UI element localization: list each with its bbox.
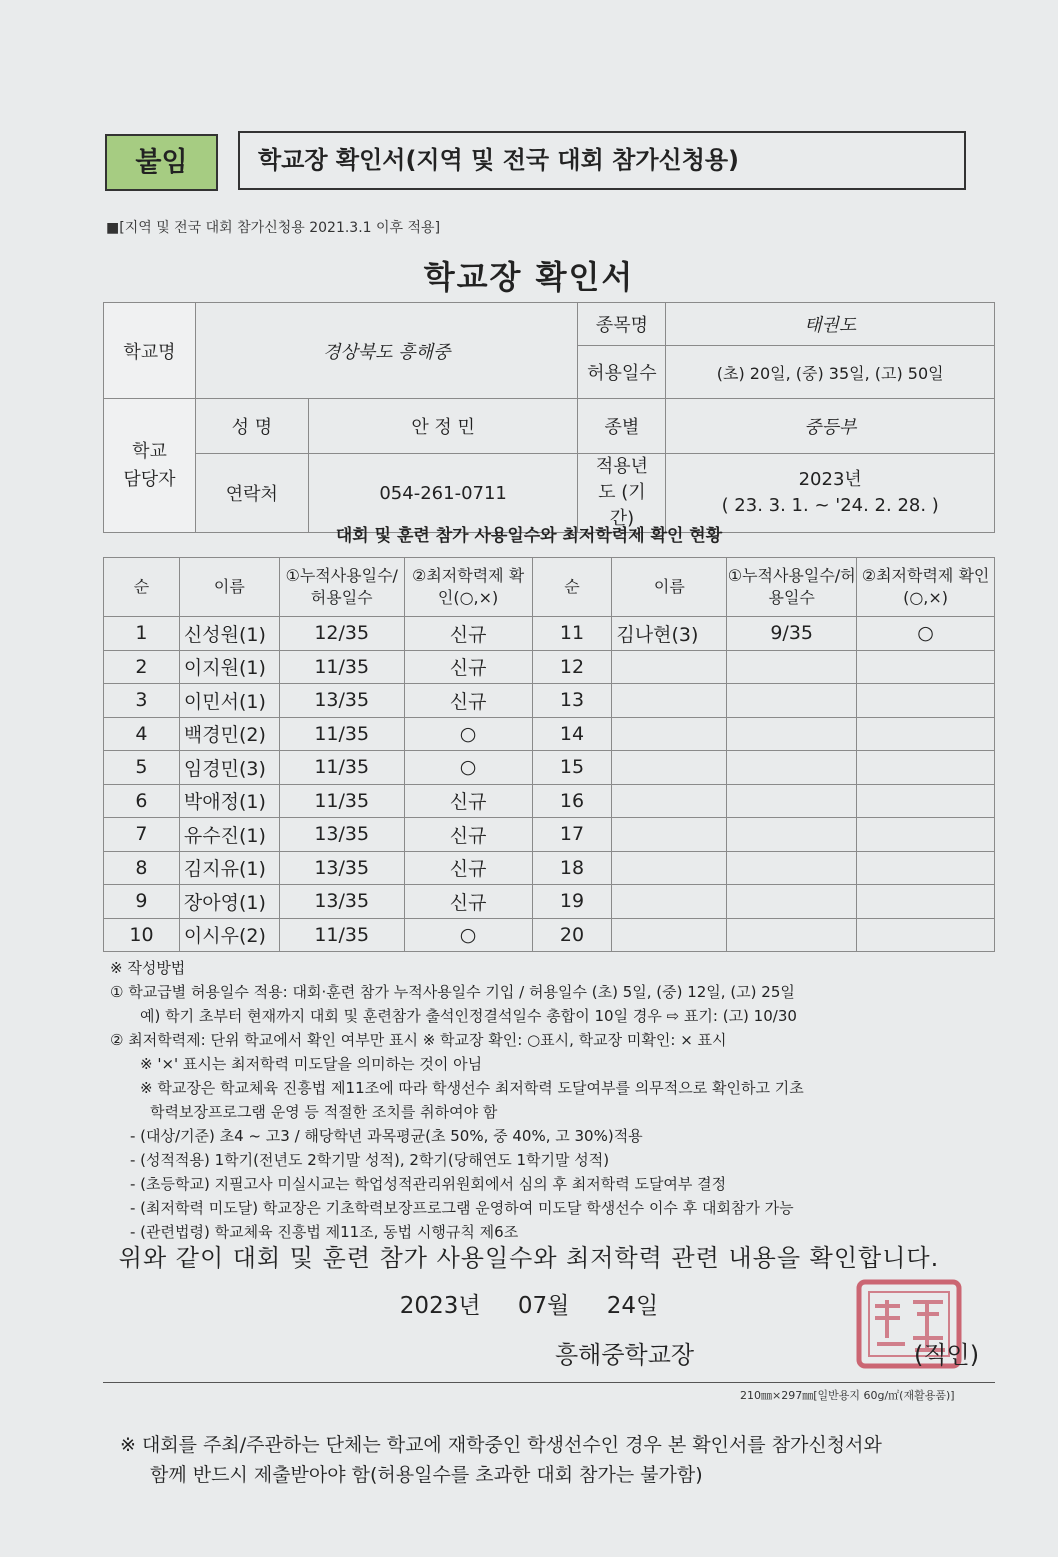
school-value: 경상북도 흥해중	[195, 303, 578, 399]
name-value: 안 정 민	[308, 399, 578, 454]
contact-value: 054-261-0711	[308, 454, 578, 533]
staff-label: 학교 담당자	[104, 399, 196, 533]
student-name: 이시우(2)	[179, 918, 279, 952]
student-days	[727, 818, 857, 852]
row-no: 18	[532, 851, 612, 885]
header-no: 순	[532, 558, 612, 617]
student-days: 11/35	[279, 717, 404, 751]
form-title-box: 학교장 확인서(지역 및 전국 대회 참가신청용)	[238, 131, 966, 190]
row-no: 19	[532, 885, 612, 919]
row-no: 8	[104, 851, 180, 885]
student-days: 13/35	[279, 818, 404, 852]
student-check	[857, 717, 995, 751]
footnote-line: ※ 대회를 주최/주관하는 단체는 학교에 재학중인 학생선수인 경우 본 확인서를 참가신청서와	[120, 1434, 882, 1456]
header-check: ②최저학력제 확인(○,×)	[857, 558, 995, 617]
school-label: 학교명	[104, 303, 196, 399]
student-days: 13/35	[279, 684, 404, 718]
student-name	[612, 885, 727, 919]
note-item: ① 학교급별 허용일수 적용: 대회·훈련 참가 누적사용일수 기입 / 허용일수 (초) 5일, (중) 12일, (고) 25일	[110, 983, 795, 1001]
student-days: 9/35	[727, 617, 857, 651]
note-item: 예) 학기 초부터 현재까지 대회 및 훈련참가 출석인정결석일수 총합이 10일 경우 ⇨ 표기: (고) 10/30	[140, 1007, 797, 1025]
header-days: ①누적사용일수/허용일수	[727, 558, 857, 617]
student-name: 유수진(1)	[179, 818, 279, 852]
table-row	[104, 851, 995, 885]
student-check	[857, 851, 995, 885]
student-name: 이지원(1)	[179, 650, 279, 684]
student-check: 신규	[404, 851, 532, 885]
student-days	[727, 650, 857, 684]
student-name: 신성원(1)	[179, 617, 279, 651]
note-item: ② 최저학력제: 단위 학교에서 확인 여부만 표시 ※ 학교장 확인: ○표시, 학교장 미확인: × 표시	[110, 1031, 727, 1049]
row-no: 1	[104, 617, 180, 651]
note-item: - (최저학력 미도달) 학교장은 기초학력보장프로그램 운영하여 미도달 학생선수 이수 후 대회참가 가능	[130, 1199, 794, 1217]
student-name: 장아영(1)	[179, 885, 279, 919]
footnote-line: 함께 반드시 제출받아야 함(허용일수를 초과한 대회 참가는 불가함)	[150, 1464, 703, 1486]
confirmation-statement: 위와 같이 대회 및 훈련 참가 사용일수와 최저학력 관련 내용을 확인합니다.	[118, 1244, 940, 1272]
student-name: 이민서(1)	[179, 684, 279, 718]
allowed-days-value: (초) 20일, (중) 35일, (고) 50일	[666, 346, 995, 399]
student-check	[857, 918, 995, 952]
header-name: 이름	[612, 558, 727, 617]
scope-note: ■[지역 및 전국 대회 참가신청용 2021.3.1 이후 적용]	[106, 220, 441, 236]
principal-title: 흥해중학교장	[555, 1341, 695, 1369]
student-name	[612, 751, 727, 785]
allowed-days-label: 허용일수	[578, 346, 666, 399]
table-row	[104, 918, 995, 952]
division-label: 종별	[578, 399, 666, 454]
row-no: 2	[104, 650, 180, 684]
name-label: 성 명	[195, 399, 308, 454]
row-no: 4	[104, 717, 180, 751]
paper-spec: 210㎜×297㎜[일반용지 60g/㎡(재활용품)]	[740, 1389, 955, 1402]
row-no: 6	[104, 784, 180, 818]
note-item: - (대상/기준) 초4 ~ 고3 / 해당학년 과목평균(초 50%, 중 40%, 고 30%)적용	[130, 1127, 643, 1145]
student-check	[857, 885, 995, 919]
student-check: ○	[404, 918, 532, 952]
student-name: 김지유(1)	[179, 851, 279, 885]
date-day: 24일	[606, 1293, 659, 1319]
student-days: 11/35	[279, 650, 404, 684]
student-days: 11/35	[279, 918, 404, 952]
row-no: 5	[104, 751, 180, 785]
table-row	[104, 784, 995, 818]
student-check: 신규	[404, 784, 532, 818]
student-check: 신규	[404, 617, 532, 651]
header-days: ①누적사용일수/허용일수	[279, 558, 404, 617]
student-name	[612, 684, 727, 718]
student-name	[612, 851, 727, 885]
student-days	[727, 918, 857, 952]
note-item: ※ '×' 표시는 최저학력 미도달을 의미하는 것이 아님	[140, 1055, 483, 1073]
row-no: 12	[532, 650, 612, 684]
table-row	[104, 717, 995, 751]
student-days	[727, 885, 857, 919]
row-no: 13	[532, 684, 612, 718]
writing-instructions	[110, 956, 1000, 1244]
bottom-divider	[103, 1382, 995, 1383]
year-value: 2023년	[798, 469, 862, 490]
header-no: 순	[104, 558, 180, 617]
seal-label: (직인)	[914, 1341, 980, 1369]
table-header-row	[104, 558, 995, 617]
note-item: - (초등학교) 지필고사 미실시교는 학업성적관리위원회에서 심의 후 최저학력 도달여부 결정	[130, 1175, 727, 1193]
student-days: 11/35	[279, 784, 404, 818]
student-days: 13/35	[279, 885, 404, 919]
student-name: 백경민(2)	[179, 717, 279, 751]
note-item: - (성적적용) 1학기(전년도 2학기말 성적), 2학기(당해연도 1학기말 성적)	[130, 1151, 610, 1169]
student-check	[857, 684, 995, 718]
row-no: 14	[532, 717, 612, 751]
student-name: 김나현(3)	[612, 617, 727, 651]
row-no: 20	[532, 918, 612, 952]
contact-label: 연락처	[195, 454, 308, 533]
table-row	[104, 885, 995, 919]
student-name: 박애정(1)	[179, 784, 279, 818]
note-item: - (관련법령) 학교체육 진흥법 제11조, 동법 시행규칙 제6조	[130, 1223, 519, 1241]
row-no: 3	[104, 684, 180, 718]
date-year: 2023년	[399, 1293, 481, 1319]
period-value: ( 23. 3. 1. ~ '24. 2. 28. )	[721, 495, 939, 516]
table-row	[104, 650, 995, 684]
attachment-badge: 붙임	[105, 134, 218, 191]
student-days	[727, 717, 857, 751]
row-no: 11	[532, 617, 612, 651]
row-no: 15	[532, 751, 612, 785]
student-check: 신규	[404, 684, 532, 718]
student-days	[727, 851, 857, 885]
row-no: 9	[104, 885, 180, 919]
year-label: 적용년도 (기간)	[578, 454, 666, 533]
student-days	[727, 684, 857, 718]
student-name	[612, 717, 727, 751]
student-check	[857, 751, 995, 785]
table-row	[104, 617, 995, 651]
note-item: 학력보장프로그램 운영 등 적절한 조치를 취하여야 함	[150, 1103, 498, 1121]
note-item: ※ 학교장은 학교체육 진흥법 제11조에 따라 학생선수 최저학력 도달여부를 의무적으로 확인하고 기초	[140, 1079, 804, 1097]
footnote	[120, 1430, 1000, 1490]
student-name	[612, 650, 727, 684]
row-no: 17	[532, 818, 612, 852]
student-name	[612, 818, 727, 852]
table-row	[104, 684, 995, 718]
student-days	[727, 751, 857, 785]
student-check	[857, 650, 995, 684]
section-title: 대회 및 훈련 참가 사용일수와 최저학력제 확인 현황	[335, 526, 723, 546]
row-no: 16	[532, 784, 612, 818]
division-value: 중등부	[666, 399, 995, 454]
student-name: 임경민(3)	[179, 751, 279, 785]
student-check	[857, 784, 995, 818]
table-row	[104, 751, 995, 785]
student-days: 12/35	[279, 617, 404, 651]
student-name	[612, 784, 727, 818]
document-title: 학교장 확인서	[423, 258, 635, 296]
student-check: 신규	[404, 818, 532, 852]
student-check: 신규	[404, 650, 532, 684]
sport-value: 태권도	[666, 303, 995, 346]
student-name	[612, 918, 727, 952]
participation-table	[103, 557, 995, 952]
sport-label: 종목명	[578, 303, 666, 346]
date-month: 07월	[517, 1293, 570, 1319]
student-days: 13/35	[279, 851, 404, 885]
student-days: 11/35	[279, 751, 404, 785]
student-days	[727, 784, 857, 818]
school-info-table	[103, 302, 995, 533]
student-check: ○	[857, 617, 995, 651]
header-name: 이름	[179, 558, 279, 617]
row-no: 7	[104, 818, 180, 852]
header-check: ②최저학력제 확인(○,×)	[404, 558, 532, 617]
row-no: 10	[104, 918, 180, 952]
student-check: ○	[404, 751, 532, 785]
student-check: 신규	[404, 885, 532, 919]
table-row	[104, 818, 995, 852]
notes-heading: ※ 작성방법	[110, 959, 186, 977]
student-check	[857, 818, 995, 852]
student-check: ○	[404, 717, 532, 751]
